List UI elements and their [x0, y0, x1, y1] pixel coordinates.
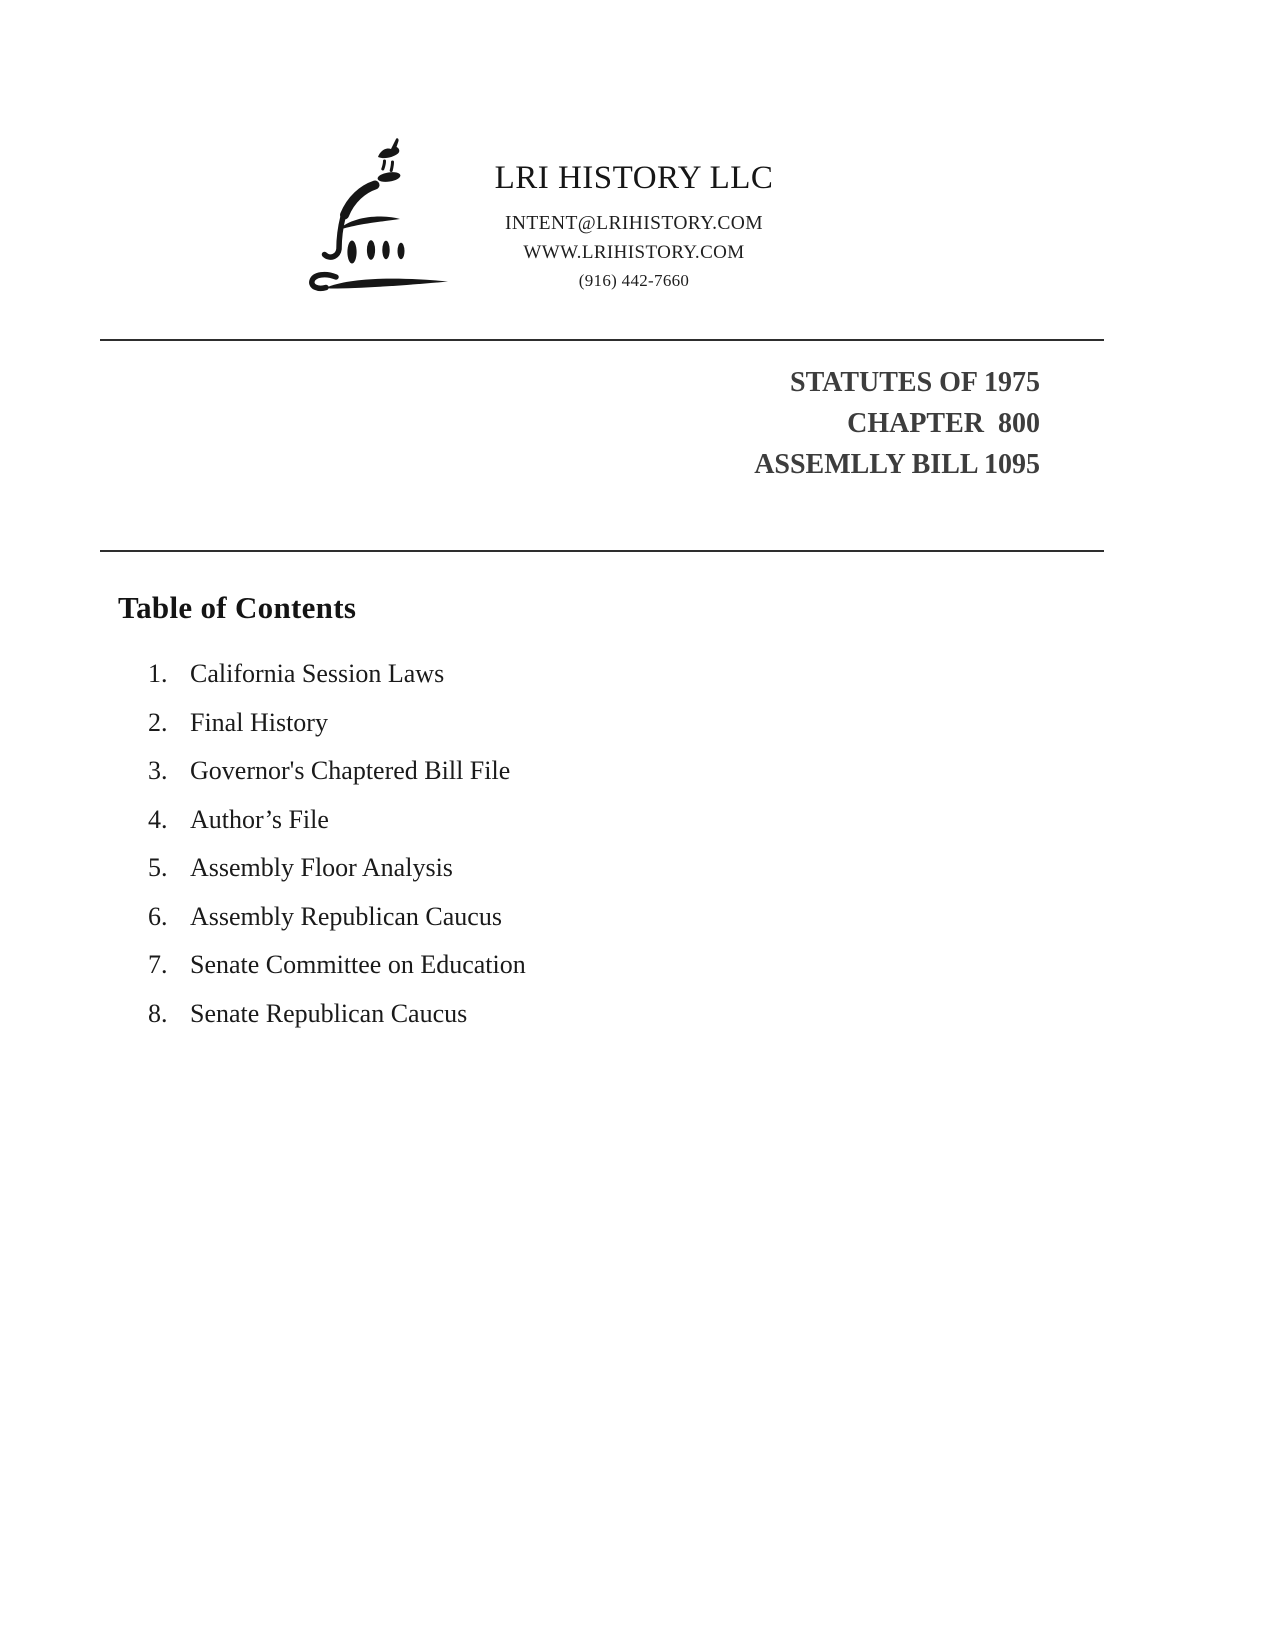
- toc-item-number: 3.: [148, 756, 168, 785]
- company-phone: (916) 442-7660: [578, 271, 690, 290]
- toc-title: Table of Contents: [118, 590, 357, 625]
- divider-bottom: [100, 550, 1104, 552]
- company-email: INTENT@LRIHISTORY.COM: [504, 213, 764, 234]
- toc-item: [148, 806, 526, 833]
- statutes-year-line: STATUTES OF 1975: [790, 367, 1040, 398]
- toc-list: [148, 660, 526, 1048]
- toc-item-label: Author’s File: [190, 804, 329, 834]
- toc-item-number: 8.: [148, 998, 168, 1028]
- toc-item-number: 1.: [148, 659, 168, 688]
- toc-item: [148, 757, 526, 784]
- toc-item-number: 4.: [148, 804, 168, 834]
- toc-item-label: California Session Laws: [190, 659, 445, 688]
- toc-item: [148, 951, 526, 978]
- toc-item-label: Final History: [190, 707, 328, 737]
- toc-item: [148, 903, 526, 930]
- toc-item-number: 2.: [148, 707, 168, 737]
- toc-item: [148, 854, 526, 881]
- divider-top: [100, 339, 1104, 341]
- toc-item-label: Governor's Chaptered Bill File: [190, 756, 511, 785]
- company-name: LRI HISTORY LLC: [494, 160, 774, 196]
- toc-item-number: 6.: [148, 901, 168, 931]
- company-website: WWW.LRIHISTORY.COM: [523, 242, 745, 263]
- chapter-line: CHAPTER 800: [847, 408, 1040, 439]
- toc-item: [148, 1000, 526, 1027]
- toc-item-number: 7.: [148, 950, 168, 979]
- toc-item-label: Senate Committee on Education: [190, 950, 526, 979]
- assembly-bill-line: ASSEMLLY BILL 1095: [754, 449, 1040, 480]
- toc-item-label: Senate Republican Caucus: [190, 998, 468, 1028]
- toc-item-label: Assembly Floor Analysis: [190, 853, 453, 882]
- toc-item: [148, 709, 526, 736]
- toc-item: [148, 660, 526, 687]
- capitol-dome-logo: [296, 126, 456, 296]
- toc-item-label: Assembly Republican Caucus: [190, 901, 502, 931]
- toc-item-number: 5.: [148, 853, 168, 882]
- bill-reference-block: [754, 362, 1040, 485]
